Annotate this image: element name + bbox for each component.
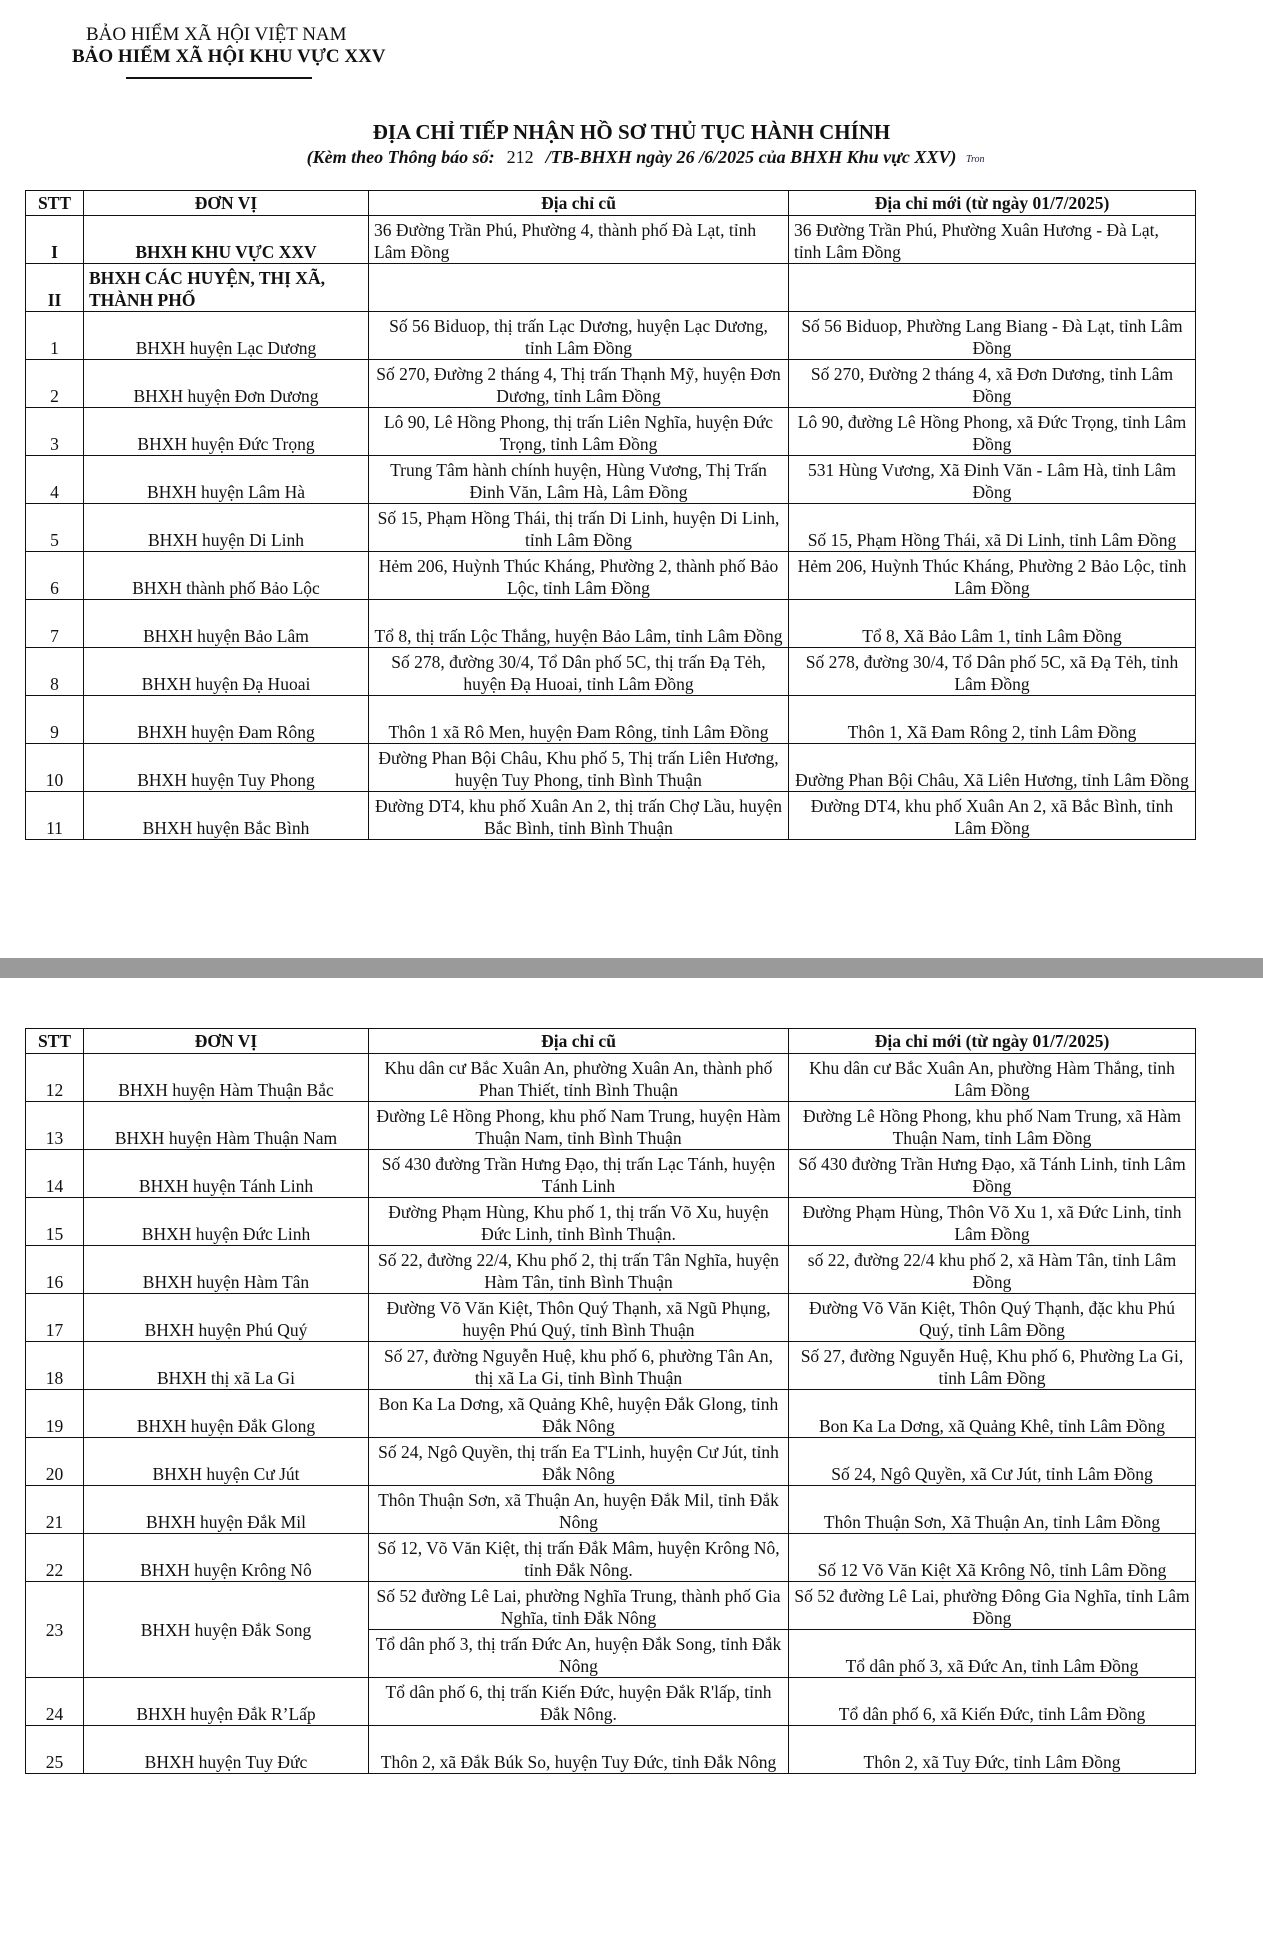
unit-cell: BHXH huyện Krông Nô [84, 1534, 369, 1582]
old-address-cell: Thôn Thuận Sơn, xã Thuận An, huyện Đắk Mil, tỉnh Đắk Nông [369, 1486, 789, 1534]
page-divider [0, 958, 1263, 978]
stt-cell: 2 [26, 360, 84, 408]
new-address-cell: số 22, đường 22/4 khu phố 2, xã Hàm Tân, tỉnh Lâm Đồng [789, 1246, 1196, 1294]
new-address-cell: Số 27, đường Nguyễn Huệ, Khu phố 6, Phường La Gi, tỉnh Lâm Đồng [789, 1342, 1196, 1390]
table-header-row [26, 191, 1196, 216]
unit-cell: BHXH huyện Đam Rông [84, 696, 369, 744]
table-row [26, 504, 1196, 552]
old-address-cell: Số 24, Ngô Quyền, thị trấn Ea T'Linh, huyện Cư Jút, tỉnh Đắk Nông [369, 1438, 789, 1486]
table-row [26, 1198, 1196, 1246]
new-address-cell: Số 278, đường 30/4, Tổ Dân phố 5C, xã Đạ Tẻh, tỉnh Lâm Đồng [789, 648, 1196, 696]
document-page-2 [0, 978, 1263, 1942]
old-address-cell: Khu dân cư Bắc Xuân An, phường Xuân An, thành phố Phan Thiết, tỉnh Bình Thuận [369, 1054, 789, 1102]
unit-cell: BHXH huyện Lạc Dương [84, 312, 369, 360]
new-address-cell [789, 264, 1196, 312]
header-unit: ĐƠN VỊ [84, 1029, 369, 1054]
table-header-row [26, 1029, 1196, 1054]
table-row [26, 1534, 1196, 1582]
unit-cell: BHXH huyện Tuy Phong [84, 744, 369, 792]
document-subtitle [0, 147, 1263, 168]
unit-cell: BHXH huyện Hàm Thuận Bắc [84, 1054, 369, 1102]
unit-cell: BHXH huyện Bắc Bình [84, 792, 369, 840]
table-row [26, 1390, 1196, 1438]
stt-cell: 15 [26, 1198, 84, 1246]
header-unit: ĐƠN VỊ [84, 191, 369, 216]
old-address-cell: Thôn 1 xã Rô Men, huyện Đam Rông, tỉnh Lâm Đồng [369, 696, 789, 744]
table-row [26, 552, 1196, 600]
old-address-cell: Số 15, Phạm Hồng Thái, thị trấn Di Linh, huyện Di Linh, tỉnh Lâm Đồng [369, 504, 789, 552]
subtitle-prefix: (Kèm theo Thông báo số: [306, 147, 495, 167]
section-row-I [26, 216, 1196, 264]
new-address-cell: Lô 90, đường Lê Hồng Phong, xã Đức Trọng, tỉnh Lâm Đồng [789, 408, 1196, 456]
new-address-cell: Hẻm 206, Huỳnh Thúc Kháng, Phường 2 Bảo Lộc, tỉnh Lâm Đồng [789, 552, 1196, 600]
header-stt: STT [26, 1029, 84, 1054]
table-row [26, 1342, 1196, 1390]
old-address-cell: Đường Lê Hồng Phong, khu phố Nam Trung, huyện Hàm Thuận Nam, tỉnh Bình Thuận [369, 1102, 789, 1150]
old-address-cell: Hẻm 206, Huỳnh Thúc Kháng, Phường 2, thành phố Bảo Lộc, tỉnh Lâm Đồng [369, 552, 789, 600]
old-address-cell: Lô 90, Lê Hồng Phong, thị trấn Liên Nghĩa, huyện Đức Trọng, tỉnh Lâm Đồng [369, 408, 789, 456]
table-row [26, 1150, 1196, 1198]
new-address-cell: Đường Phan Bội Châu, Xã Liên Hương, tỉnh Lâm Đồng [789, 744, 1196, 792]
unit-cell: BHXH huyện Di Linh [84, 504, 369, 552]
old-address-cell: Đường Phạm Hùng, Khu phố 1, thị trấn Võ Xu, huyện Đức Linh, tỉnh Bình Thuận. [369, 1198, 789, 1246]
old-address-cell: Số 430 đường Trần Hưng Đạo, thị trấn Lạc Tánh, huyện Tánh Linh [369, 1150, 789, 1198]
old-address-cell: Số 278, đường 30/4, Tổ Dân phố 5C, thị trấn Đạ Tẻh, huyện Đạ Huoai, tỉnh Lâm Đồng [369, 648, 789, 696]
stt-cell: 16 [26, 1246, 84, 1294]
old-address-cell: 36 Đường Trần Phú, Phường 4, thành phố Đà Lạt, tỉnh Lâm Đồng [369, 216, 789, 264]
table-row [26, 1294, 1196, 1342]
table-row [26, 1246, 1196, 1294]
table-row [26, 696, 1196, 744]
table-row [26, 1678, 1196, 1726]
table-row [26, 312, 1196, 360]
old-address-cell: Bon Ka La Dơng, xã Quảng Khê, huyện Đắk Glong, tỉnh Đắk Nông [369, 1390, 789, 1438]
stt-cell: 12 [26, 1054, 84, 1102]
stt-cell: 6 [26, 552, 84, 600]
subtitle-suffix: /TB-BHXH ngày 26 /6/2025 của BHXH Khu vực XXV) [545, 147, 957, 167]
old-address-cell: Tổ 8, thị trấn Lộc Thắng, huyện Bảo Lâm, tỉnh Lâm Đồng [369, 600, 789, 648]
old-address-cell [369, 264, 789, 312]
old-address-cell: Đường Võ Văn Kiệt, Thôn Quý Thạnh, xã Ngũ Phụng, huyện Phú Quý, tỉnh Bình Thuận [369, 1294, 789, 1342]
new-address-cell: Đường DT4, khu phố Xuân An 2, xã Bắc Bình, tỉnh Lâm Đồng [789, 792, 1196, 840]
unit-cell: BHXH huyện Đắk Song [84, 1582, 369, 1678]
stt-cell: 7 [26, 600, 84, 648]
old-address-cell: Tổ dân phố 3, thị trấn Đức An, huyện Đắk Song, tỉnh Đắk Nông [369, 1630, 789, 1678]
stt-cell: 23 [26, 1582, 84, 1678]
new-address-cell: 36 Đường Trần Phú, Phường Xuân Hương - Đà Lạt, tỉnh Lâm Đồng [789, 216, 1196, 264]
new-address-cell: Số 270, Đường 2 tháng 4, xã Đơn Dương, tỉnh Lâm Đồng [789, 360, 1196, 408]
table-row [26, 792, 1196, 840]
table-row [26, 360, 1196, 408]
address-table-page-2 [25, 1028, 1196, 1774]
new-address-cell: Đường Lê Hồng Phong, khu phố Nam Trung, xã Hàm Thuận Nam, tỉnh Lâm Đồng [789, 1102, 1196, 1150]
section-row-II [26, 264, 1196, 312]
old-address-cell: Trung Tâm hành chính huyện, Hùng Vương, Thị Trấn Đinh Văn, Lâm Hà, Lâm Đồng [369, 456, 789, 504]
old-address-cell: Thôn 2, xã Đắk Búk So, huyện Tuy Đức, tỉnh Đắk Nông [369, 1726, 789, 1774]
header-new-address: Địa chỉ mới (từ ngày 01/7/2025) [789, 1029, 1196, 1054]
unit-cell: BHXH huyện Đơn Dương [84, 360, 369, 408]
table-row [26, 1726, 1196, 1774]
table-row [26, 1438, 1196, 1486]
table-row [26, 408, 1196, 456]
old-address-cell: Số 270, Đường 2 tháng 4, Thị trấn Thạnh Mỹ, huyện Đơn Dương, tỉnh Lâm Đồng [369, 360, 789, 408]
stt-cell: 19 [26, 1390, 84, 1438]
unit-cell: BHXH huyện Tánh Linh [84, 1150, 369, 1198]
new-address-cell: Tổ dân phố 3, xã Đức An, tỉnh Lâm Đồng [789, 1630, 1196, 1678]
old-address-cell: Số 22, đường 22/4, Khu phố 2, thị trấn Tân Nghĩa, huyện Hàm Tân, tỉnh Bình Thuận [369, 1246, 789, 1294]
unit-cell: BHXH huyện Cư Jút [84, 1438, 369, 1486]
table-row [26, 600, 1196, 648]
org-underline [126, 77, 312, 79]
unit-cell: BHXH huyện Hàm Tân [84, 1246, 369, 1294]
old-address-cell: Đường Phan Bội Châu, Khu phố 5, Thị trấn Liên Hương, huyện Tuy Phong, tỉnh Bình Thuận [369, 744, 789, 792]
new-address-cell: Tổ 8, Xã Bảo Lâm 1, tỉnh Lâm Đồng [789, 600, 1196, 648]
unit-cell: BHXH huyện Đức Trọng [84, 408, 369, 456]
new-address-cell: Số 24, Ngô Quyền, xã Cư Jút, tỉnh Lâm Đồng [789, 1438, 1196, 1486]
unit-cell: BHXH KHU VỰC XXV [84, 216, 369, 264]
unit-cell: BHXH huyện Đạ Huoai [84, 648, 369, 696]
new-address-cell: Đường Võ Văn Kiệt, Thôn Quý Thạnh, đặc khu Phú Quý, tỉnh Lâm Đồng [789, 1294, 1196, 1342]
header-new-address: Địa chỉ mới (từ ngày 01/7/2025) [789, 191, 1196, 216]
header-old-address: Địa chỉ cũ [369, 191, 789, 216]
new-address-cell: Bon Ka La Dơng, xã Quảng Khê, tỉnh Lâm Đồng [789, 1390, 1196, 1438]
unit-cell: BHXH thành phố Bảo Lộc [84, 552, 369, 600]
new-address-cell: Đường Phạm Hùng, Thôn Võ Xu 1, xã Đức Linh, tỉnh Lâm Đồng [789, 1198, 1196, 1246]
header-stt: STT [26, 191, 84, 216]
old-address-cell: Đường DT4, khu phố Xuân An 2, thị trấn Chợ Lầu, huyện Bắc Bình, tỉnh Bình Thuận [369, 792, 789, 840]
unit-cell: BHXH CÁC HUYỆN, THỊ XÃ, THÀNH PHỐ [84, 264, 369, 312]
stt-cell: 13 [26, 1102, 84, 1150]
document-title: ĐỊA CHỈ TIẾP NHẬN HỒ SƠ THỦ TỤC HÀNH CHÍNH [372, 120, 891, 144]
stt-cell: 11 [26, 792, 84, 840]
table-row [26, 456, 1196, 504]
new-address-cell: Thôn Thuận Sơn, Xã Thuận An, tỉnh Lâm Đồng [789, 1486, 1196, 1534]
stt-cell: 17 [26, 1294, 84, 1342]
old-address-cell: Tổ dân phố 6, thị trấn Kiến Đức, huyện Đắk R'lấp, tỉnh Đắk Nông. [369, 1678, 789, 1726]
unit-cell: BHXH huyện Phú Quý [84, 1294, 369, 1342]
old-address-cell: Số 27, đường Nguyễn Huệ, khu phố 6, phường Tân An, thị xã La Gi, tỉnh Bình Thuận [369, 1342, 789, 1390]
new-address-cell: Số 12 Võ Văn Kiệt Xã Krông Nô, tỉnh Lâm Đồng [789, 1534, 1196, 1582]
new-address-cell: Tổ dân phố 6, xã Kiến Đức, tỉnh Lâm Đồng [789, 1678, 1196, 1726]
new-address-cell: Thôn 2, xã Tuy Đức, tỉnh Lâm Đồng [789, 1726, 1196, 1774]
table-row [26, 1582, 1196, 1630]
address-table-page-1 [25, 190, 1196, 840]
stt-cell: 20 [26, 1438, 84, 1486]
old-address-cell: Số 52 đường Lê Lai, phường Nghĩa Trung, thành phố Gia Nghĩa, tỉnh Đắk Nông [369, 1582, 789, 1630]
stt-cell: 24 [26, 1678, 84, 1726]
stt-cell: 1 [26, 312, 84, 360]
table-row [26, 1486, 1196, 1534]
table-row [26, 744, 1196, 792]
table-row [26, 1102, 1196, 1150]
stt-cell: 9 [26, 696, 84, 744]
unit-cell: BHXH huyện Đắk Mil [84, 1486, 369, 1534]
stt-cell: I [26, 216, 84, 264]
stt-cell: 3 [26, 408, 84, 456]
new-address-cell: 531 Hùng Vương, Xã Đinh Văn - Lâm Hà, tỉnh Lâm Đồng [789, 456, 1196, 504]
unit-cell: BHXH huyện Tuy Đức [84, 1726, 369, 1774]
document-page-1 [0, 0, 1263, 958]
old-address-cell: Số 56 Biduop, thị trấn Lạc Dương, huyện Lạc Dương, tỉnh Lâm Đồng [369, 312, 789, 360]
unit-cell: BHXH huyện Đắk R’Lấp [84, 1678, 369, 1726]
old-address-cell: Số 12, Võ Văn Kiệt, thị trấn Đắk Mâm, huyện Krông Nô, tỉnh Đắk Nông. [369, 1534, 789, 1582]
unit-cell: BHXH thị xã La Gi [84, 1342, 369, 1390]
notice-number: 212 [506, 147, 534, 167]
table-row [26, 648, 1196, 696]
stt-cell: 4 [26, 456, 84, 504]
new-address-cell: Số 56 Biduop, Phường Lang Biang - Đà Lạt, tỉnh Lâm Đồng [789, 312, 1196, 360]
new-address-cell: Số 15, Phạm Hồng Thái, xã Di Linh, tỉnh Lâm Đồng [789, 504, 1196, 552]
stt-cell: 18 [26, 1342, 84, 1390]
stt-cell: 21 [26, 1486, 84, 1534]
stt-cell: 8 [26, 648, 84, 696]
unit-cell: BHXH huyện Lâm Hà [84, 456, 369, 504]
unit-cell: BHXH huyện Đức Linh [84, 1198, 369, 1246]
new-address-cell: Số 52 đường Lê Lai, phường Đông Gia Nghĩa, tỉnh Lâm Đồng [789, 1582, 1196, 1630]
unit-cell: BHXH huyện Đắk Glong [84, 1390, 369, 1438]
stt-cell: 14 [26, 1150, 84, 1198]
new-address-cell: Thôn 1, Xã Đam Rông 2, tỉnh Lâm Đồng [789, 696, 1196, 744]
stt-cell: 25 [26, 1726, 84, 1774]
signature: Tron [966, 154, 985, 165]
org-name: BẢO HIỂM XÃ HỘI KHU VỰC XXV [72, 46, 386, 67]
unit-cell: BHXH huyện Hàm Thuận Nam [84, 1102, 369, 1150]
new-address-cell: Số 430 đường Trần Hưng Đạo, xã Tánh Linh, tỉnh Lâm Đồng [789, 1150, 1196, 1198]
org-parent-name: BẢO HIỂM XÃ HỘI VIỆT NAM [86, 24, 347, 45]
stt-cell: 22 [26, 1534, 84, 1582]
stt-cell: 10 [26, 744, 84, 792]
header-old-address: Địa chỉ cũ [369, 1029, 789, 1054]
table-row [26, 1054, 1196, 1102]
new-address-cell: Khu dân cư Bắc Xuân An, phường Hàm Thắng, tỉnh Lâm Đồng [789, 1054, 1196, 1102]
stt-cell: 5 [26, 504, 84, 552]
unit-cell: BHXH huyện Bảo Lâm [84, 600, 369, 648]
stt-cell: II [26, 264, 84, 312]
